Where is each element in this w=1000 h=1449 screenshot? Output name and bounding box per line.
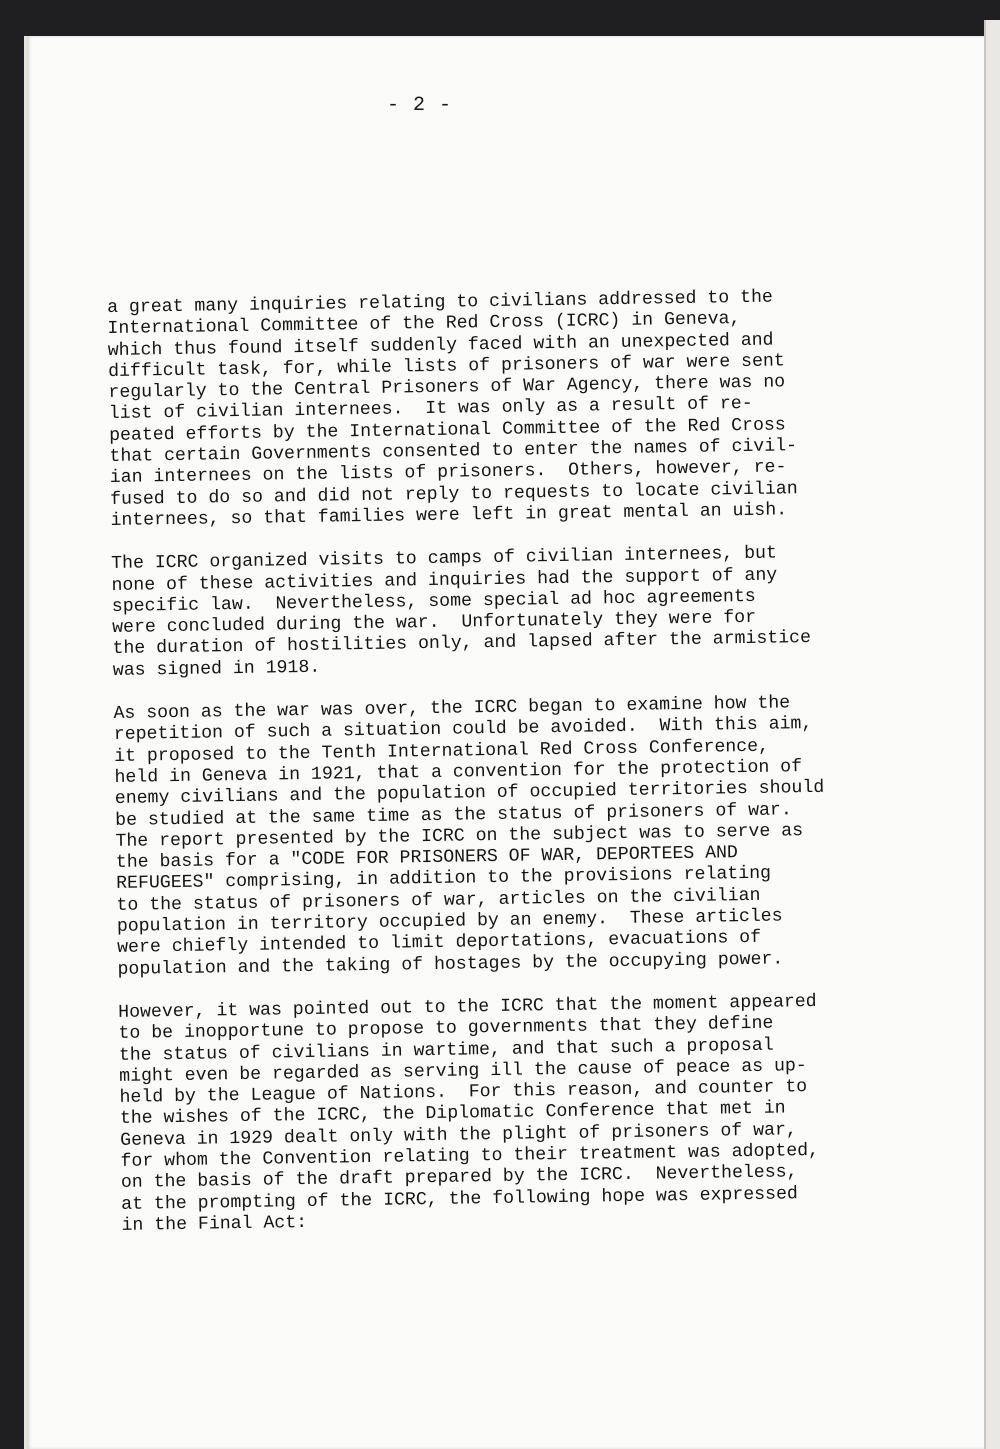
body-text bbox=[107, 285, 922, 1259]
paragraph-3: As soon as the war was over, the ICRC began to examine how the repetition of such a situation could be avoided. With this aim, it proposed to the Tenth International Red Cross Conference, held in Geneva in 1921, that a convention for the protection of enemy civilians and the population of occupied territories should be studied at the same time as the status of prisoners of war. The report presented by the ICRC on the subject was to serve as the basis for a "CODE FOR PRISONERS OF WAR, DEPORTEES AND REFUGEES" comprising, in addition to the provisions relating to the status of prisoners of war, articles on the civilian population in territory occupied by an enemy. These articles were chiefly intended to limit deportations, evacuations of population and the taking of hostages by the occupying power. bbox=[113, 693, 825, 980]
paragraph-1: a great many inquiries relating to civilians addressed to the International Committee of the Red Cross (ICRC) in Geneva, which thus found itself suddenly faced with an unexpected and difficult task, for, while lists of prisoners of war were sent regularly to the Central Prisoners of War Agency, there was no list of civilian internees. It was only as a result of re- peated efforts by the International Committee of the Red Cross that certain Governments consented to enter the names of civil- ian internees on the lists of prisoners. Others, however, re- fused to do so and did not reply to requests to locate civilian internees, so that families were left in great mental an uish. bbox=[107, 287, 798, 531]
paragraph-2: The ICRC organized visits to camps of civilian internees, but none of these activities and inquiries had the support of any specific law. Nevertheless, some special ad hoc agreements were concluded during the war. Unfortunately they were for the duration of hostilities only, and lapsed after the armistice was signed in 1918. bbox=[111, 543, 812, 681]
next-page-edge bbox=[984, 20, 1000, 1449]
page-number: - 2 - bbox=[387, 94, 453, 117]
paragraph-4: However, it was pointed out to the ICRC that the moment appeared to be inopportune to propose to governments that they define the status of civilians in wartime, and that such a proposal might even be regarded as serving ill the cause of peace as up- held by the League of Nations. For this reason, and counter to the wishes of the ICRC, the Diplomatic Conference that met in Geneva in 1929 dealt only with the plight of prisoners of war, for whom the Convention relating to their treatment was adopted, on the basis of the draft prepared by the ICRC. Nevertheless, at the prompting of the ICRC, the following hope was expressed in the Final Act: bbox=[118, 991, 820, 1236]
document-page bbox=[24, 36, 987, 1449]
